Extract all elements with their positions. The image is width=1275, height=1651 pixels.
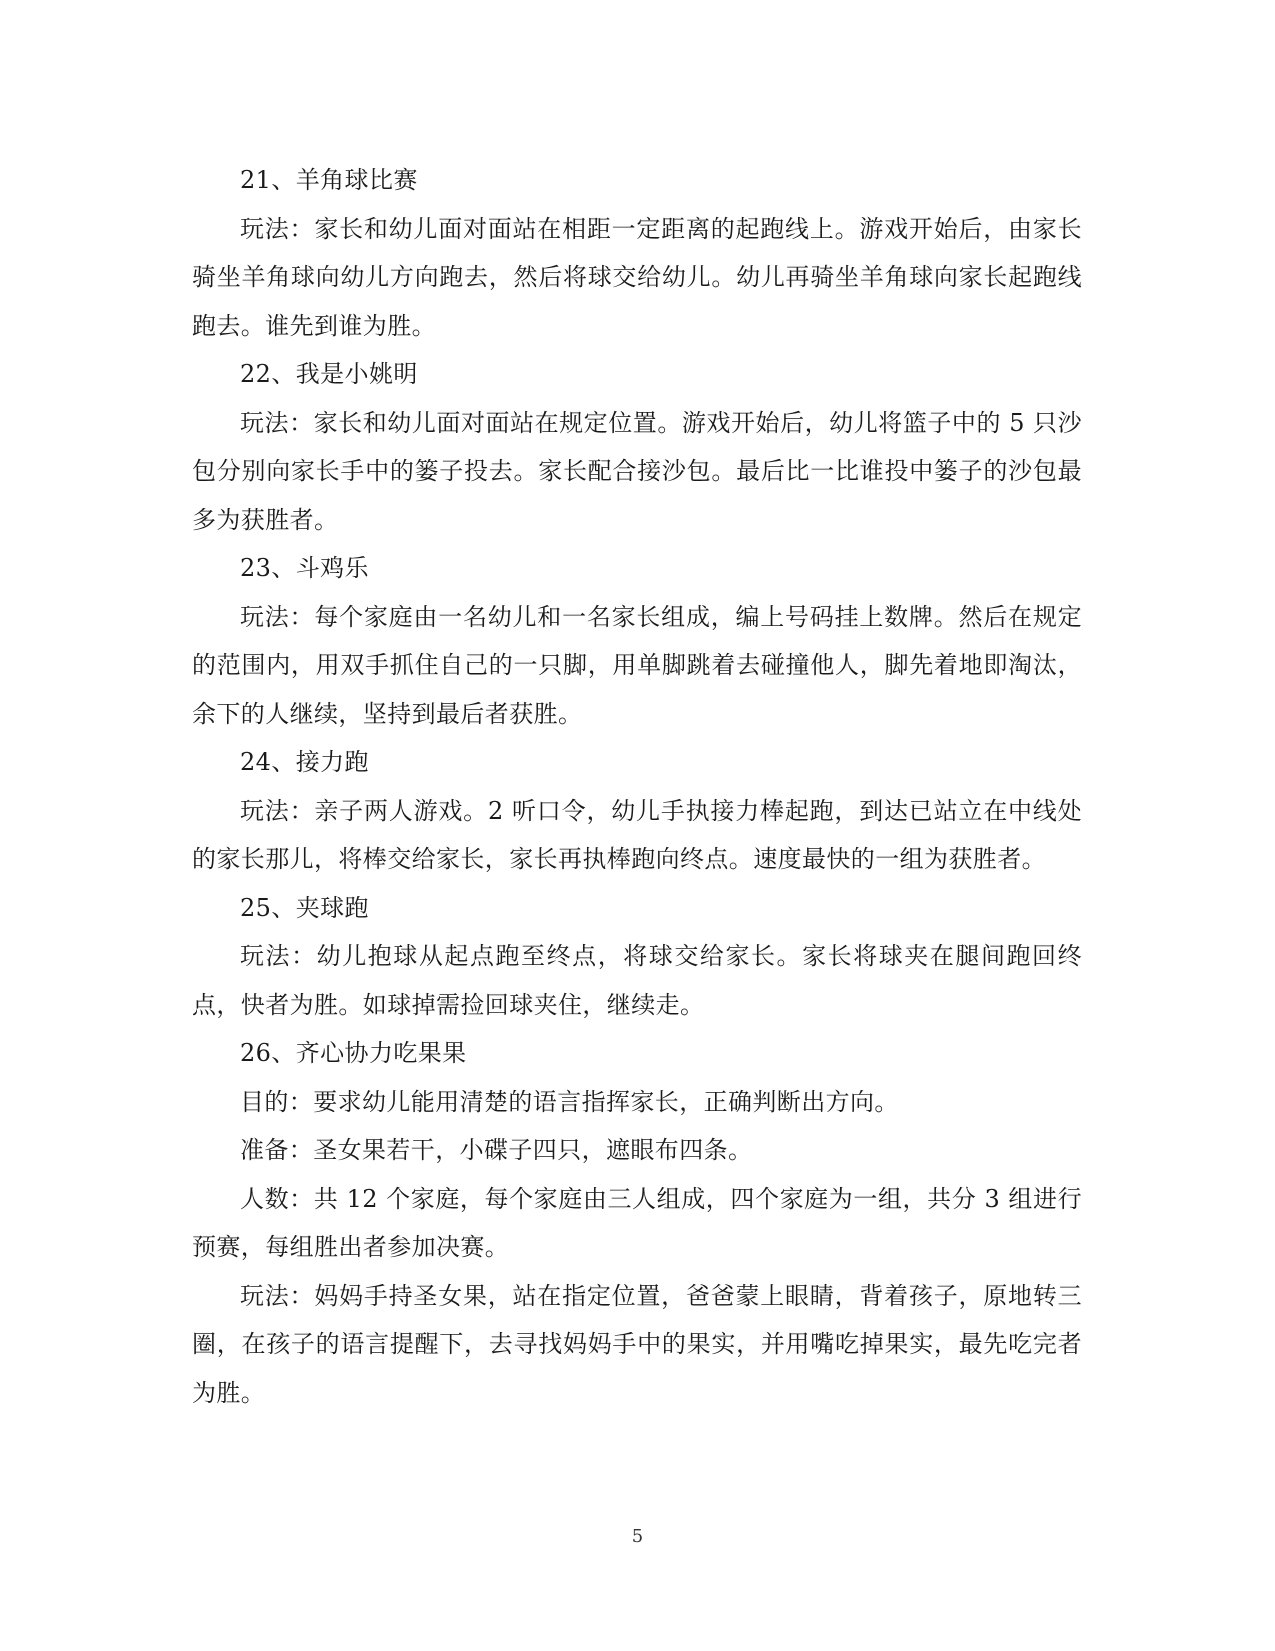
paragraph-26-rules: 玩法：妈妈手持圣女果，站在指定位置，爸爸蒙上眼睛，背着孩子，原地转三圈，在孩子的语言提醒下，去寻找妈妈手中的果实，并用嘴吃掉果实，最先吃完者为胜。 [192,1281,1082,1407]
section-heading-22: 22、我是小姚明 [240,360,418,388]
paragraph-24-rules: 玩法：亲子两人游戏。2 听口令，幼儿手执接力棒起跑，到达已站立在中线处的家长那儿，将棒交给家长，家长再执棒跑向终点。速度最快的一组为获胜者。 [192,796,1082,873]
page-body [192,156,1082,1417]
section-heading-26: 26、齐心协力吃果果 [240,1039,467,1067]
section-heading-25: 25、夹球跑 [240,893,369,922]
paragraph-26-purpose: 目的：要求幼儿能用清楚的语言指挥家长，正确判断出方向。 [240,1087,899,1116]
paragraph-21-rules: 玩法：家长和幼儿面对面站在相距一定距离的起跑线上。游戏开始后，由家长骑坐羊角球向幼儿方向跑去，然后将球交给幼儿。幼儿再骑坐羊角球向家长起跑线跑去。谁先到谁为胜。 [192,214,1082,340]
section-heading-21: 21、羊角球比赛 [240,166,418,194]
page-number: 5 [631,1526,644,1547]
paragraph-22-rules: 玩法：家长和幼儿面对面站在规定位置。游戏开始后，幼儿将篮子中的 5 只沙包分别向家长手中的篓子投去。家长配合接沙包。最后比一比谁投中篓子的沙包最多为获胜者。 [192,408,1082,534]
paragraph-25-rules: 玩法：幼儿抱球从起点跑至终点，将球交给家长。家长将球夹在腿间跑回终点，快者为胜。如球掉需捡回球夹住，继续走。 [192,942,1082,1019]
paragraph-26-preparation: 准备：圣女果若干，小碟子四只，遮眼布四条。 [240,1136,753,1164]
section-heading-23: 23、斗鸡乐 [240,554,369,582]
paragraph-23-rules: 玩法：每个家庭由一名幼儿和一名家长组成，编上号码挂上数牌。然后在规定的范围内，用双手抓住自己的一只脚，用单脚跳着去碰撞他人，脚先着地即淘汰，余下的人继续，坚持到最后者获胜。 [192,602,1082,728]
section-heading-24: 24、接力跑 [240,748,369,776]
paragraph-26-participants: 人数：共 12 个家庭，每个家庭由三人组成，四个家庭为一组，共分 3 组进行预赛，每组胜出者参加决赛。 [192,1184,1082,1261]
